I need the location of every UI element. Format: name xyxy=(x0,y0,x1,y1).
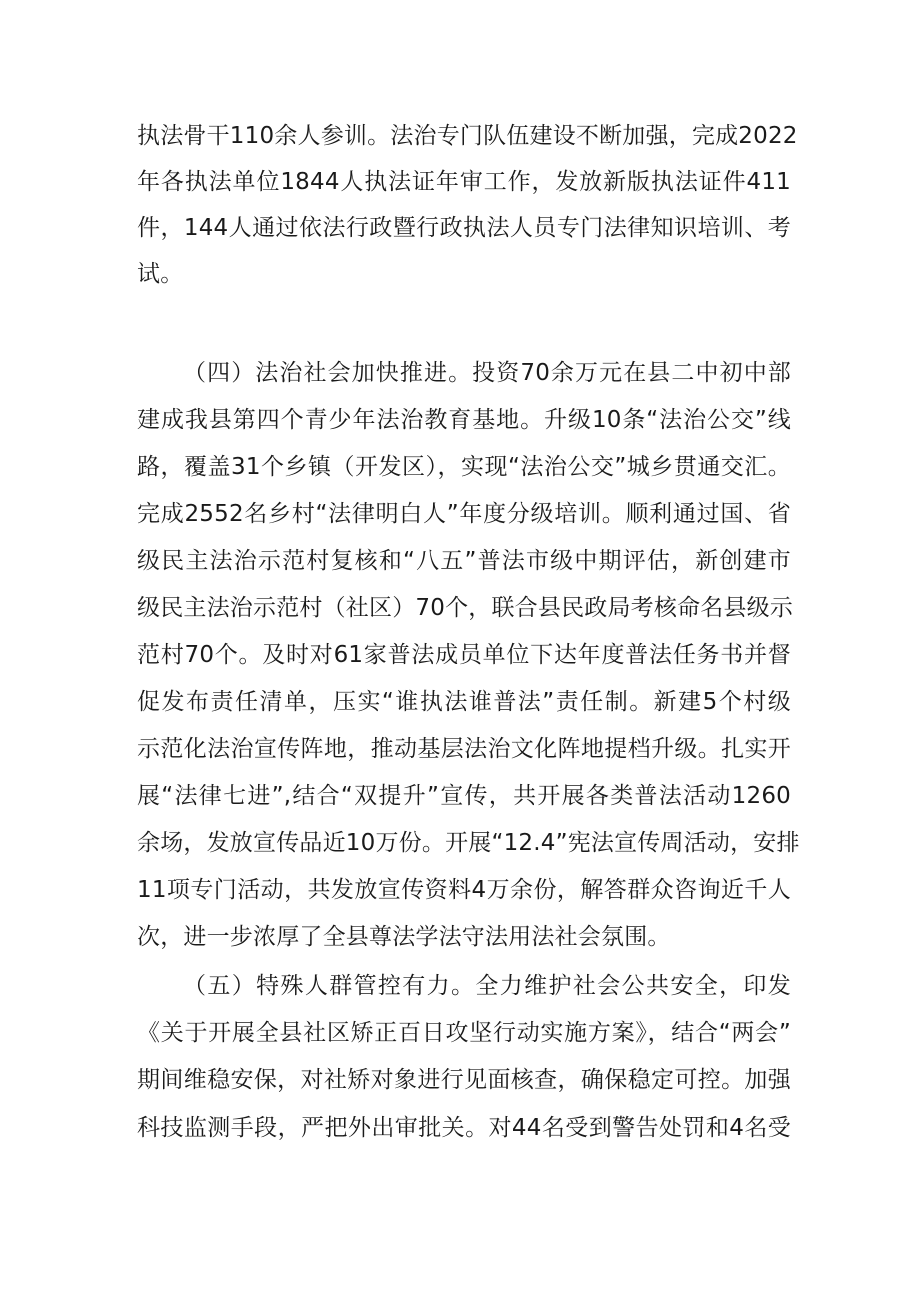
paragraph-line: 余场，发放宣传品近10万份。开展“12.4”宪法宣传周活动，安排 xyxy=(137,830,800,856)
paragraph-line: 试。 xyxy=(137,261,184,287)
paragraph-line: 次，进一步浓厚了全县尊法学法守法用法社会氛围。 xyxy=(137,924,671,950)
paragraph-line: 促发布责任清单，压实“谁执法谁普法”责任制。新建5个村级 xyxy=(137,689,791,715)
paragraph-line: 建成我县第四个青少年法治教育基地。升级10条“法治公交”线 xyxy=(137,407,791,433)
paragraph-line: 完成2552名乡村“法律明白人”年度分级培训。顺利通过国、省 xyxy=(137,501,791,527)
paragraph-line: 路，覆盖31个乡镇（开发区），实现“法治公交”城乡贯通交汇。 xyxy=(137,454,791,480)
paragraph-line: 年各执法单位1844人执法证年审工作，发放新版执法证件411 xyxy=(137,169,791,195)
paragraph-line: 级民主法治示范村复核和“八五”普法市级中期评估，新创建市 xyxy=(137,548,791,574)
paragraph-line: 件，144人通过依法行政暨行政执法人员专门法律知识培训、考 xyxy=(137,215,791,241)
section-heading-line: （五）特殊人群管控有力。全力维护社会公共安全，印发 xyxy=(183,973,791,999)
section-heading-line: （四）法治社会加快推进。投资70余万元在县二中初中部 xyxy=(183,360,791,386)
paragraph-line: 11项专门活动，共发放宣传资料4万余份，解答群众咨询近千人 xyxy=(137,877,791,903)
paragraph-line: 执法骨干110余人参训。法治专门队伍建设不断加强，完成2022 xyxy=(137,123,798,149)
paragraph-line: 《关于开展全县社区矫正百日攻坚行动实施方案》，结合“两会” xyxy=(137,1020,791,1046)
paragraph-line: 科技监测手段，严把外出审批关。对44名受到警告处罚和4名受 xyxy=(137,1115,791,1141)
paragraph-line: 级民主法治示范村（社区）70个，联合县民政局考核命名县级示 xyxy=(137,595,794,621)
paragraph-line: 期间维稳安保，对社矫对象进行见面核查，确保稳定可控。加强 xyxy=(137,1067,791,1093)
paragraph-line: 范村70个。及时对61家普法成员单位下达年度普法任务书并督 xyxy=(137,642,791,668)
paragraph-line: 示范化法治宣传阵地，推动基层法治文化阵地提档升级。扎实开 xyxy=(137,736,791,762)
paragraph-line: 展“法律七进”,结合“双提升”宣传，共开展各类普法活动1260 xyxy=(137,783,791,809)
